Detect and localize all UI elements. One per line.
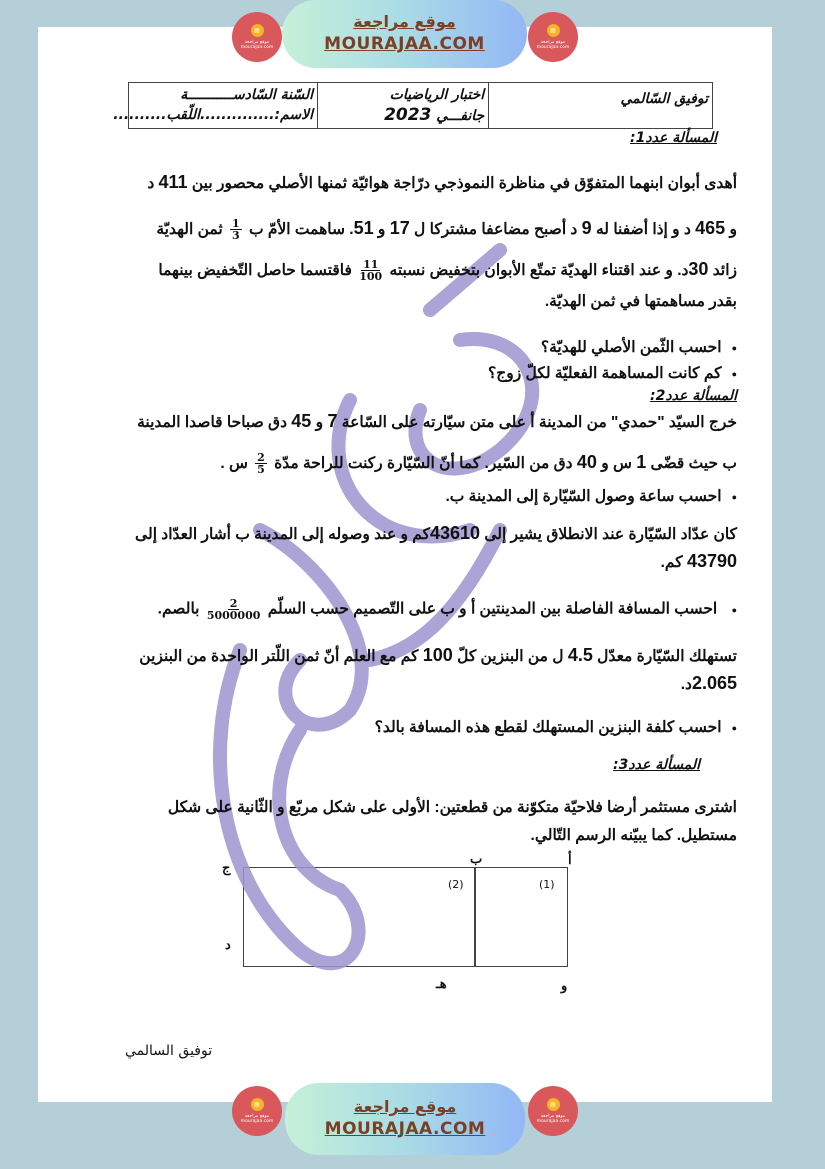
part-1-label: (1) <box>539 878 555 891</box>
author-name: توفيق السّالمي <box>620 91 708 107</box>
problem-1-line-4: بقدر مساهمتها في ثمن الهديّة. <box>544 293 737 310</box>
student-name-field: الاسم:..............اللّقب.......... <box>113 107 313 123</box>
grade-level: السّنة السّادســـــــــــة <box>180 87 313 103</box>
logo-badge-right-bottom: ▤ موقع مراجعة mourajaa.com <box>528 1086 578 1136</box>
vertex-b-label: ب <box>470 851 483 866</box>
header-author-cell <box>488 83 712 128</box>
problem-2-line-6: 2.065د. <box>680 673 737 693</box>
header-student-cell <box>113 83 317 128</box>
problem-1-title: المسألة عدد1: <box>630 130 717 146</box>
book-icon: ▤ <box>251 24 264 37</box>
problem-3-line-2: مستطيل. كما يبيّنه الرسم التّالي. <box>530 827 737 844</box>
problem-3-line-1: اشترى مستثمر أرضا فلاحيّة متكوّنة من قطعتين: الأولى على شكل مربّع و الثّانية على شكل <box>167 799 737 816</box>
problem-1-question-2: ● كم كانت المساهمة الفعليّة لكلّ زوج؟ <box>488 364 737 383</box>
problem-2-line-3: كان عدّاد السّيّارة عند الانطلاق يشير إلى 43610كم و عند وصوله إلى المدينة ب أشار العدّاد إلى <box>135 523 737 543</box>
problem-2-line-2: ب حيث قضّى 1 س و 40 دق من السّير. كما أنّ السّيّارة ركنت للراحة مدّة $\frac{2}{5}$ س . <box>220 451 737 477</box>
logo-badge-left-bottom: ▤ موقع مراجعة mourajaa.com <box>232 1086 282 1136</box>
header-subject-cell <box>317 83 488 128</box>
problem-1-line-1: أهدى أبوان ابنهما المتفوّق في مناظرة النموذجي درّاجة هوائيّة ثمنها الأصلي محصور بين 411 د <box>147 172 737 192</box>
problem-1-line-2: و 465 د و إذا أضفنا له 9 د أصبح مضاعفا مشتركا ل 17 و 51. ساهمت الأمّ ب $\frac{1}{3}$ ثمن الهديّة <box>156 217 737 243</box>
part-2-label: (2) <box>448 878 464 891</box>
problem-2-question-3: ● احسب كلفة البنزين المستهلك لقطع هذه المسافة بالد؟ <box>375 718 737 737</box>
vertex-a-label: أ <box>568 852 572 867</box>
logo-badge-right-top: ▤ موقع مراجعة mourajaa.com <box>528 12 578 62</box>
fraction-one-third: $\frac{1}{3}$ <box>231 217 240 243</box>
exam-subject: اختبار الرياضيات <box>389 87 485 103</box>
site-banner-top[interactable] <box>282 0 527 68</box>
problem-2-question-2: ● احسب المسافة الفاصلة بين المدينتين أ و ب على التّصميم حسب السلّم $\frac{2}{5000000}$ بالصم. <box>158 598 737 621</box>
problem-1-line-3: زائد 30د. و عند اقتناء الهديّة تمتّع الأبوان بتخفيض نسبته $\frac{11}{100}$ فاقتسما حاصل التّخفيض بينهما <box>158 258 737 284</box>
logo-badge-left-top: ▤ موقع مراجعة mourajaa.com <box>232 12 282 62</box>
fraction-scale: $\frac{2}{5000000}$ <box>206 597 261 622</box>
banner-latin-text: MOURAJAA.COM <box>324 1119 486 1139</box>
site-banner-bottom[interactable] <box>285 1083 525 1155</box>
problem-2-title: المسألة عدد2: <box>650 388 737 404</box>
problem-2-line-4: 43790 كم. <box>660 551 737 571</box>
exam-header-table <box>113 82 713 129</box>
vertex-w-label: و <box>561 978 568 993</box>
vertex-j-label: ج <box>222 860 231 875</box>
book-icon: ▤ <box>547 24 560 37</box>
problem-3-title: المسألة عدد3: <box>613 757 700 773</box>
problem-1-question-1: ● احسب الثّمن الأصلي للهديّة؟ <box>541 338 737 357</box>
fraction-two-fifths: $\frac{2}{5}$ <box>257 451 265 477</box>
book-icon: ▤ <box>547 1098 560 1111</box>
vertex-d-label: د <box>225 937 231 952</box>
exam-year: 2023 <box>384 105 432 125</box>
problem-2-line-5: تستهلك السّيّارة معدّل 4.5 ل من البنزين كلّ 100 كم مع العلم أنّ ثمن اللّتر الواحدة من البنزين <box>139 645 737 665</box>
problem-2-line-1: خرج السيّد "حمدي" من المدينة أ على متن سيّارته على السّاعة 7 و 45 دق صباحا قاصدا المدينة <box>137 411 737 431</box>
banner-latin-text: MOURAJAA.COM <box>324 34 485 54</box>
author-signature: توفيق السالمي <box>125 1043 213 1059</box>
fraction-eleven-hundredths: $\frac{11}{100}$ <box>359 258 383 284</box>
problem-2-question-1: ● احسب ساعة وصول السّيّارة إلى المدينة ب. <box>445 487 737 506</box>
exam-month: جانفـــي <box>436 108 485 124</box>
banner-arabic-text: موقع مراجعة <box>353 12 456 31</box>
book-icon: ▤ <box>251 1098 264 1111</box>
vertex-h-label: هـ <box>436 976 447 991</box>
banner-arabic-text: موقع مراجعة <box>353 1097 457 1116</box>
